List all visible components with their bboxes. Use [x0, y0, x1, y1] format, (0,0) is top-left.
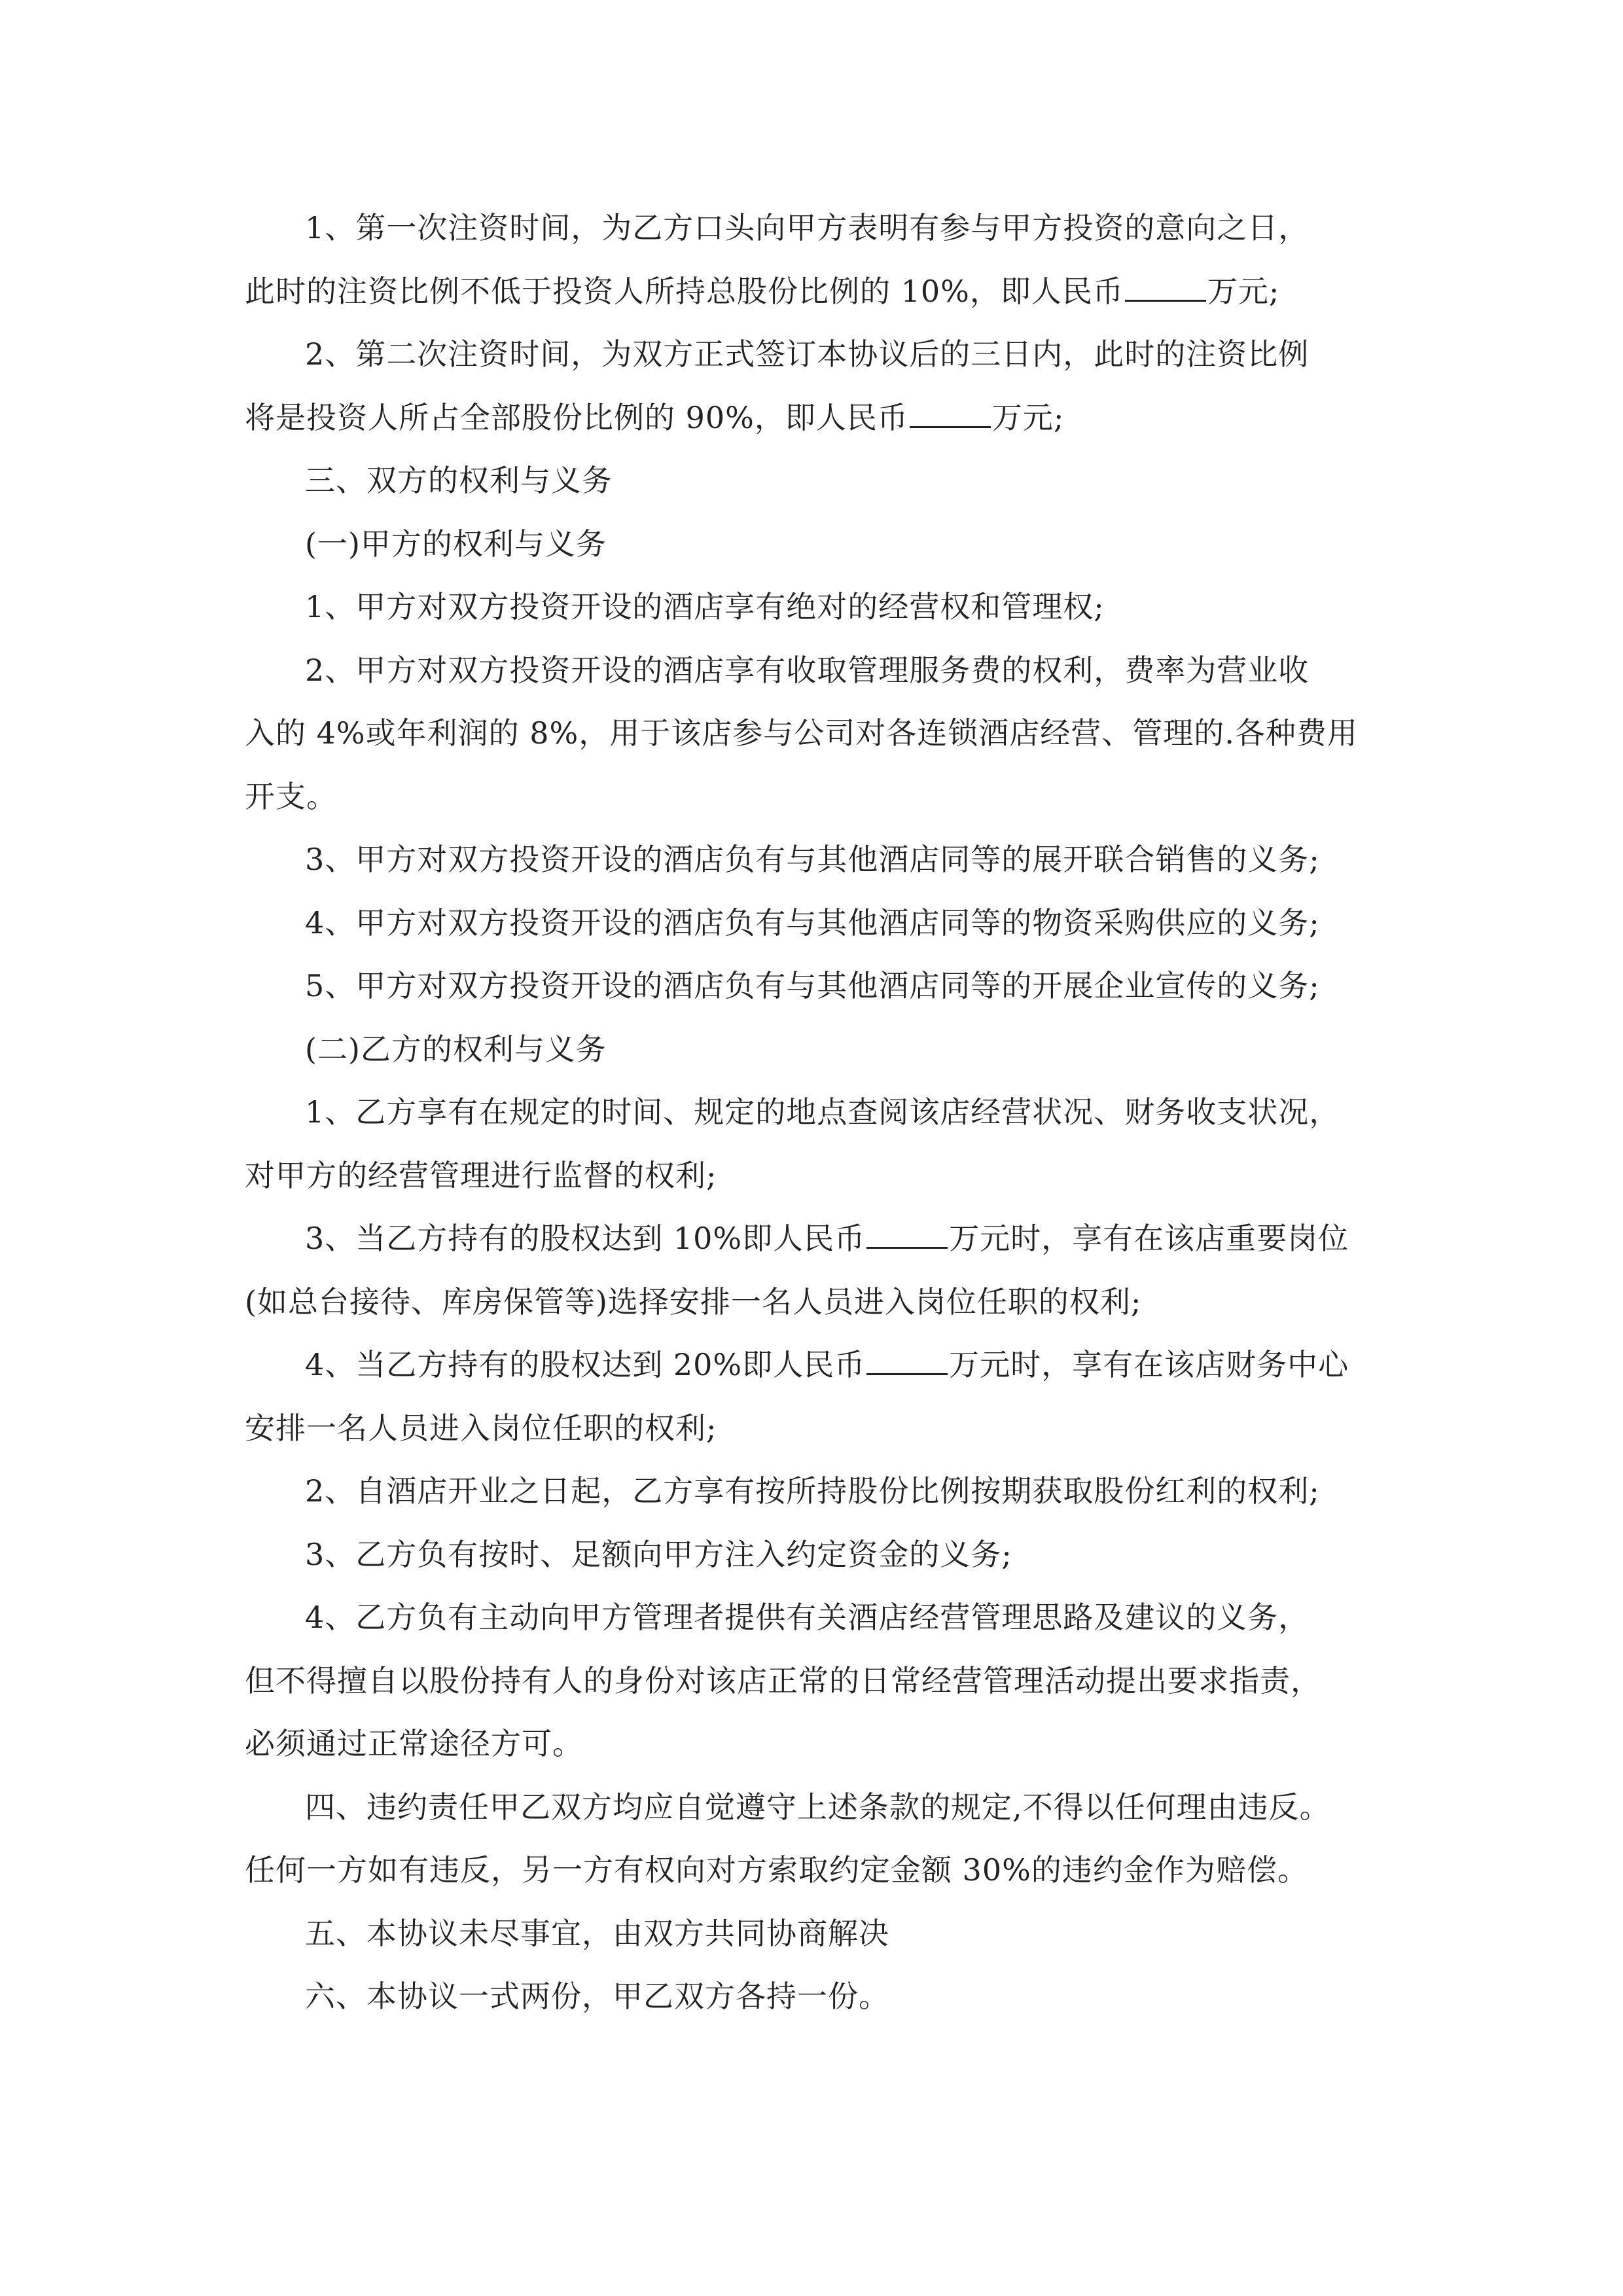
text-segment: 将是投资人所占全部股份比例的 90%，即人民币 — [245, 399, 908, 435]
amount-blank — [1125, 274, 1206, 302]
text-segment: 4、当乙方持有的股权达到 20%即人民币 — [305, 1347, 866, 1382]
paragraph-b-clause-2: 2、自酒店开业之日起，乙方享有按所持股份比例按期获取股份红利的权利; — [305, 1473, 1320, 1509]
paragraph-a-clause-2 — [245, 639, 1383, 829]
text-line: (如总台接待、库房保管等)选择安排一名人员进入岗位任职的权利; — [245, 1283, 1142, 1319]
text-line: 四、违约责任甲乙双方均应自觉遵守上述条款的规定,不得以任何理由违反。 — [305, 1789, 1330, 1825]
section-heading-rights: 三、双方的权利与义务 — [305, 463, 613, 498]
text-line — [245, 1333, 1383, 1397]
text-line: 1、第一次注资时间，为乙方口头向甲方表明有参与甲方投资的意向之日， — [305, 210, 1310, 245]
paragraph-a-clause-5: 5、甲方对双方投资开设的酒店负有与其他酒店同等的开展企业宣传的义务; — [305, 968, 1320, 1003]
paragraph-b-clause-4 — [245, 1333, 1383, 1460]
text-line: 2、第二次注资时间，为双方正式签订本协议后的三日内，此时的注资比例 — [305, 336, 1310, 372]
text-segment: 万元时，享有在该店重要岗位 — [949, 1221, 1349, 1256]
paragraph-a-clause-4: 4、甲方对双方投资开设的酒店负有与其他酒店同等的物资采购供应的义务; — [305, 905, 1320, 941]
paragraph-second-investment — [245, 323, 1383, 449]
amount-blank — [866, 1347, 948, 1375]
text-line: 1、乙方享有在规定的时间、规定的地点查阅该店经营状况、财务收支状况， — [305, 1094, 1340, 1130]
text-segment: 万元; — [991, 399, 1065, 435]
section-breach-liability — [245, 1776, 1383, 1902]
text-segment: 万元; — [1207, 273, 1280, 309]
text-segment: 此时的注资比例不低于投资人所持总股份比例的 10%，即人民币 — [245, 273, 1124, 309]
paragraph-a-clause-1: 1、甲方对双方投资开设的酒店享有绝对的经营权和管理权; — [305, 589, 1105, 624]
subsection-heading-party-a: (一)甲方的权利与义务 — [305, 526, 607, 562]
text-line: 任何一方如有违反，另一方有权向对方索取约定金额 30%的违约金作为赔偿。 — [245, 1852, 1308, 1888]
text-line — [245, 260, 1383, 323]
text-line: 但不得擅自以股份持有人的身份对该店正常的日常经营管理活动提出要求指责， — [245, 1662, 1321, 1698]
paragraph-b-clause-3b: 3、乙方负有按时、足额向甲方注入约定资金的义务; — [305, 1536, 1012, 1572]
paragraph-b-clause-3 — [245, 1207, 1383, 1333]
paragraph-a-clause-3: 3、甲方对双方投资开设的酒店负有与其他酒店同等的展开联合销售的义务; — [305, 842, 1320, 877]
document-body — [245, 196, 1383, 2028]
text-line: 对甲方的经营管理进行监督的权利; — [245, 1157, 717, 1193]
paragraph-b-clause-1 — [245, 1081, 1383, 1207]
text-segment: 3、当乙方持有的股权达到 10%即人民币 — [305, 1221, 866, 1256]
text-line: 必须通过正常途径方可。 — [245, 1726, 583, 1761]
text-segment: 万元时，享有在该店财务中心 — [949, 1347, 1349, 1382]
paragraph-first-investment — [245, 196, 1383, 323]
paragraph-b-clause-4b — [245, 1586, 1383, 1776]
section-unresolved-matters: 五、本协议未尽事宜，由双方共同协商解决 — [305, 1915, 889, 1951]
text-line — [245, 386, 1383, 450]
text-line: 安排一名人员进入岗位任职的权利; — [245, 1410, 717, 1446]
text-line: 入的 4%或年利润的 8%，用于该店参与公司对各连锁酒店经营、管理的.各种费用 — [245, 715, 1358, 751]
section-copies: 六、本协议一式两份，甲乙双方各持一份。 — [305, 1979, 889, 2014]
text-line: 4、乙方负有主动向甲方管理者提供有关酒店经营管理思路及建议的义务， — [305, 1600, 1310, 1635]
text-line: 开支。 — [245, 778, 337, 814]
text-line: 2、甲方对双方投资开设的酒店享有收取管理服务费的权利，费率为营业收 — [305, 652, 1310, 688]
amount-blank — [866, 1221, 948, 1249]
amount-blank — [910, 400, 991, 428]
subsection-heading-party-b: (二)乙方的权利与义务 — [305, 1031, 607, 1067]
text-line — [245, 1207, 1383, 1270]
